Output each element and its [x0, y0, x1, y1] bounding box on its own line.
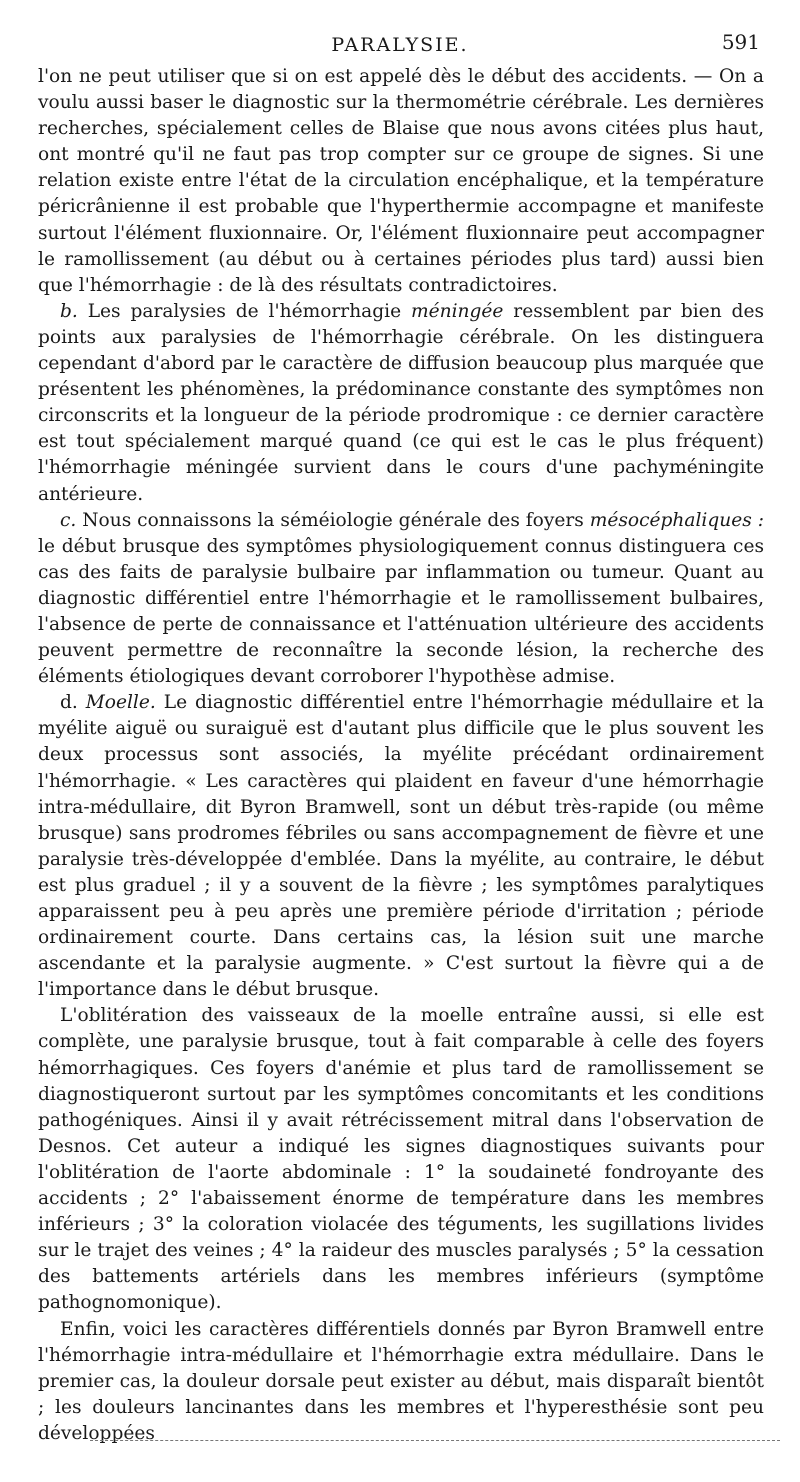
paragraph-d-moelle [38, 690, 764, 1003]
paragraph-c-mesocephalic [38, 508, 764, 691]
emphasis-meningee: méningée [410, 300, 504, 322]
paragraph-text: Les paralysies de l'hémorrhagie [77, 300, 411, 322]
paragraph-text: l'on ne peut utiliser que si on est appelé dès le début des accidents. — On a voulu aussi baser le diagnostic sur la thermométrie cérébrale. Les dernières recherches, spécialement celles de Blaise que nous avons citées plus haut, ont montré qu'il ne faut pas trop compter sur ce groupe de signes. Si une relation existe entre l'état de la circulation encéphalique, et la température péricrânienne il est probable que l'hyperthermie accompagne et manifeste surtout l'élément fluxionnaire. Or, l'élément fluxionnaire peut accompagner le ramollissement (au début ou à certaines périodes plus tard) aussi bien que l'hémorrhagie : de là des résultats contradictoires. [38, 66, 764, 296]
paragraph-bramwell [38, 1317, 764, 1447]
emphasis-mesocephaliques: mésocéphaliques : [589, 509, 764, 531]
section-letter-b: b. [60, 300, 78, 322]
paragraph-b-meningeal [38, 299, 764, 508]
running-title: PARALYSIE. [331, 34, 469, 56]
footer-rule [90, 1440, 780, 1441]
paragraph-thermometry [38, 64, 764, 299]
paragraph-text: L'oblitération des vaisseaux de la moelle entraîne aussi, si elle est complète, une paralysie brusque, tout à fait comparable à celle des foyers hémorrhagiques. Ces foyers d'anémie et plus tard de ramollissement se diagnostiqueront surtout par les symptômes concomitants et les conditions pathogéniques. Ainsi il y avait rétrécissement mitral dans l'observation de Desnos. Cet auteur a indiqué les signes diagnostiques suivants pour l'oblitération de l'aorte abdominale : 1° la soudaineté fondroyante des accidents ; 2° l'abaissement énorme de température dans les membres inférieurs ; 3° la coloration violacée des téguments, les sugillations livides sur le trajet des veines ; 4° la raideur des muscles paralysés ; 5° la cessation des battements artériels dans les membres inférieurs (symptôme pathognomonique). [38, 1005, 764, 1314]
running-head [0, 30, 800, 60]
page-number: 591 [721, 30, 760, 54]
emphasis-moelle: Moelle. [85, 692, 156, 714]
paragraph-text: le début brusque des symptômes physiologiquement connus distinguera ces cas des faits de paralysie bulbaire par inflammation ou tumeur. Quant au diagnostic différentiel entre l'hémorrhagie et le ramollissement bulbaires, l'absence de perte de connaissance et l'atténuation ultérieure des accidents peuvent permettre de reconnaître la seconde lésion, la recherche des éléments étiologiques devant corroborer l'hypothèse admise. [38, 535, 764, 688]
paragraph-text: Enfin, voici les caractères différentiels donnés par Byron Bramwell entre l'hémorrhagie intra-médullaire et l'hémorrhagie extra médullaire. Dans le premier cas, la douleur dorsale peut exister au début, mais disparaît bientôt ; les douleurs lancinantes dans les membres et l'hyperesthésie sont peu développées [38, 1318, 764, 1444]
paragraph-text: Nous connaissons la séméiologie générale des foyers [76, 509, 590, 531]
section-letter-c: c. [60, 509, 77, 531]
section-letter-d: d. [60, 692, 86, 714]
paragraph-text: Le diagnostic différentiel entre l'hémorrhagie médullaire et la myélite aiguë ou suraiguë est d'autant plus difficile que le plus souvent les deux processus sont associés, la myélite précédant ordinairement l'hémorrhagie. « Les caractères qui plaident en faveur d'une hémorrhagie intra-médullaire, dit Byron Bramwell, sont un début très-rapide (ou même brusque) sans prodromes fébriles ou sans accompagnement de fièvre et une paralysie très-développée d'emblée. Dans la myélite, au contraire, le début est plus graduel ; il y a souvent de la fièvre ; les symptômes paralytiques apparaissent peu à peu après une première période d'irritation ; période ordinairement courte. Dans certains cas, la lésion suit une marche ascendante et la paralysie augmente. » C'est surtout la fièvre qui a de l'importance dans le début brusque. [38, 692, 764, 1001]
body-text [38, 64, 764, 1447]
paragraph-obliteration [38, 1003, 764, 1316]
paragraph-text: ressemblent par bien des points aux paralysies de l'hémorrhagie cérébrale. On les distinguera cependant d'abord par le caractère de diffusion beaucoup plus marquée que présentent les phénomènes, la prédominance constante des symptômes non circonscrits et la longueur de la période prodromique : ce dernier caractère est tout spécialement marqué quand (ce qui est le cas le plus fréquent) l'hémorrhagie méningée survient dans le cours d'une pachyméningite antérieure. [38, 300, 764, 505]
